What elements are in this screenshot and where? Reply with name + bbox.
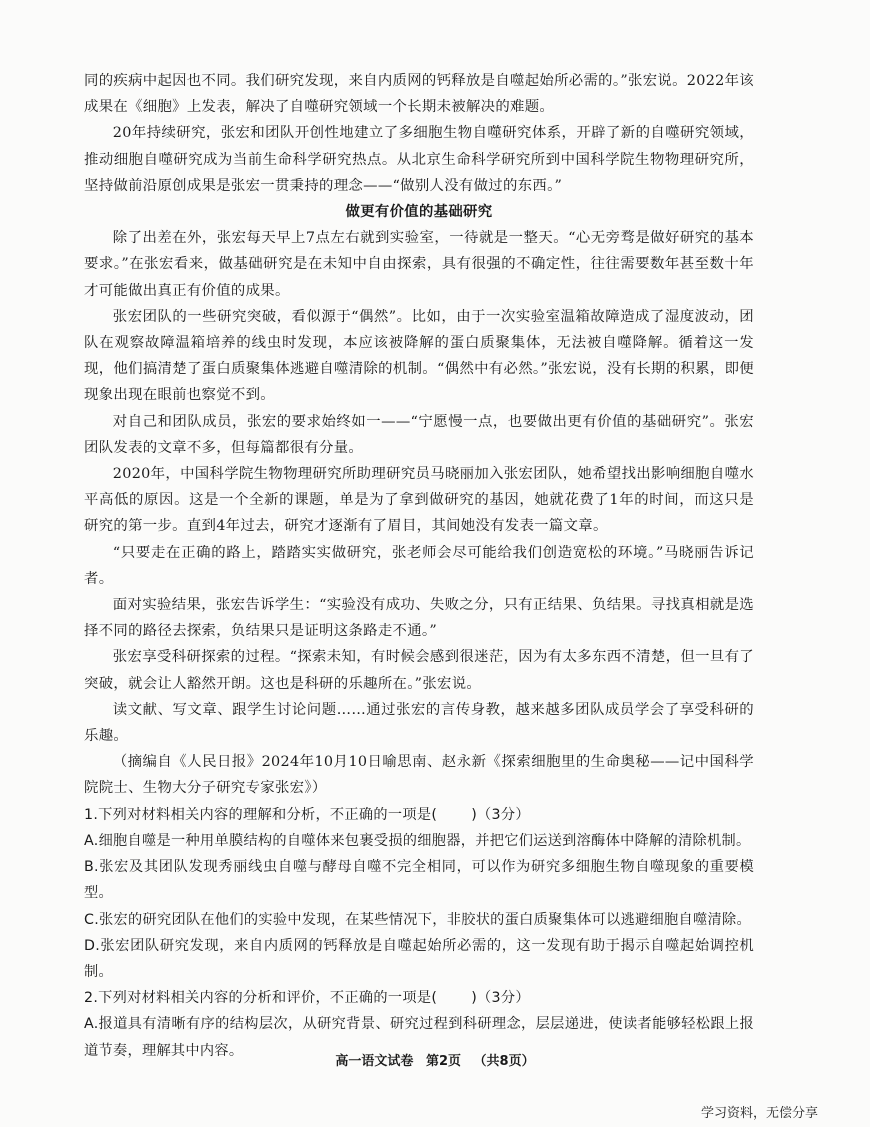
question-1-option-c[interactable]: C.张宏的研究团队在他们的实验中发现，在某些情况下，非胶状的蛋白质聚集体可以逃避细胞自噬清除。 (84, 911, 751, 928)
question-stem-text: 1.下列对材料相关内容的理解和分析，不正确的一项是( (84, 806, 438, 823)
paragraph: 20年持续研究，张宏和团队开创性地建立了多细胞生物自噬研究体系，开辟了新的自噬研究领域，推动细胞自噬研究成为当前生命科学研究热点。从北京生命科学研究所到中国科学院生物物理研究所，坚持做前沿原创成果是张宏一贯秉持的理念——“做别人没有做过的东西。” (84, 125, 754, 194)
paragraph: 同的疾病中起因也不同。我们研究发现，来自内质网的钙释放是自噬起始所必需的。”张宏说。2022年该成果在《细胞》上发表，解决了自噬研究领域一个长期未被解决的难题。 (84, 73, 754, 116)
paragraph: 对自己和团队成员，张宏的要求始终如一——“宁愿慢一点，也要做出更有价值的基础研究”。张宏团队发表的文章不多，但每篇都很有分量。 (84, 413, 754, 456)
paragraph: “只要走在正确的路上，踏踏实实做研究，张老师会尽可能给我们创造宽松的环境。”马晓丽告诉记者。 (84, 544, 754, 587)
source-citation: （摘编自《人民日报》2024年10月10日喻思南、赵永新《探索细胞里的生命奥秘——记中国科学院院士、生物大分子研究专家张宏》） (84, 754, 754, 797)
paragraph: 面对实验结果，张宏告诉学生：“实验没有成功、失败之分，只有正结果、负结果。寻找真相就是选择不同的路径去探索，负结果只是证明这条路走不通。” (84, 597, 754, 640)
question-2-stem (84, 985, 754, 1011)
question-1-stem (84, 802, 754, 828)
section-heading: 做更有价值的基础研究 (345, 203, 493, 221)
question-stem-text: 2.下列对材料相关内容的分析和评价，不正确的一项是( (84, 990, 438, 1007)
question-1-option-b[interactable]: B.张宏及其团队发现秀丽线虫自噬与酵母自噬不完全相同，可以作为研究多细胞生物自噬现象的重要模型。 (84, 859, 754, 902)
footer-course: 高一语文试卷 (335, 1054, 414, 1069)
footer-page: 第2页 (425, 1054, 461, 1069)
article-content (84, 68, 754, 1064)
footer-total: （共8页） (473, 1054, 535, 1069)
paragraph: 2020年，中国科学院生物物理研究所助理研究员马晓丽加入张宏团队，她希望找出影响细胞自噬水平高低的原因。这是一个全新的课题，单是为了拿到做研究的基因，她就花费了1年的时间，而这只是研究的第一步。直到4年过去，研究才逐渐有了眉目，其间她没有发表一篇文章。 (84, 466, 754, 535)
paragraph: 除了出差在外，张宏每天早上7点左右就到实验室，一待就是一整天。“心无旁骛是做好研究的基本要求。”在张宏看来，做基础研究是在未知中自由探索，具有很强的不确定性，往往需要数年甚至数十年才可能做出真正有价值的成果。 (84, 230, 754, 299)
question-2-option-a[interactable]: A.报道具有清晰有序的结构层次，从研究背景、研究过程到科研理念，层层递进，使读者能够轻松跟上报道节奏，理解其中内容。 (84, 1016, 754, 1059)
page-footer (0, 1050, 870, 1069)
paragraph: 读文献、写文章、跟学生讨论问题……通过张宏的言传身教，越来越多团队成员学会了享受科研的乐趣。 (84, 701, 754, 745)
question-score: )（3分） (471, 806, 530, 823)
question-score: )（3分） (471, 990, 530, 1007)
question-1-option-d[interactable]: D.张宏团队研究发现，来自内质网的钙释放是自噬起始所必需的，这一发现有助于揭示自噬起始调控机制。 (84, 937, 754, 980)
watermark-text: 学习资料，无偿分享 (700, 1106, 818, 1121)
paragraph: 张宏享受科研探索的过程。“探索未知，有时候会感到很迷茫，因为有太多东西不清楚，但一旦有了突破，就会让人豁然开朗。这也是科研的乐趣所在。”张宏说。 (84, 649, 754, 692)
question-1-option-a[interactable]: A.细胞自噬是一种用单膜结构的自噬体来包裹受损的细胞器，并把它们运送到溶酶体中降解的清除机制。 (84, 832, 751, 849)
paragraph: 张宏团队的一些研究突破，看似源于“偶然”。比如，由于一次实验室温箱故障造成了湿度波动，团队在观察故障温箱培养的线虫时发现，本应该被降解的蛋白质聚集体，无法被自噬降解。循着这一发现，他们搞清楚了蛋白质聚集体逃避自噬清除的机制。“偶然中有必然。”张宏说，没有长期的积累，即便现象出现在眼前也察觉不到。 (84, 308, 754, 404)
